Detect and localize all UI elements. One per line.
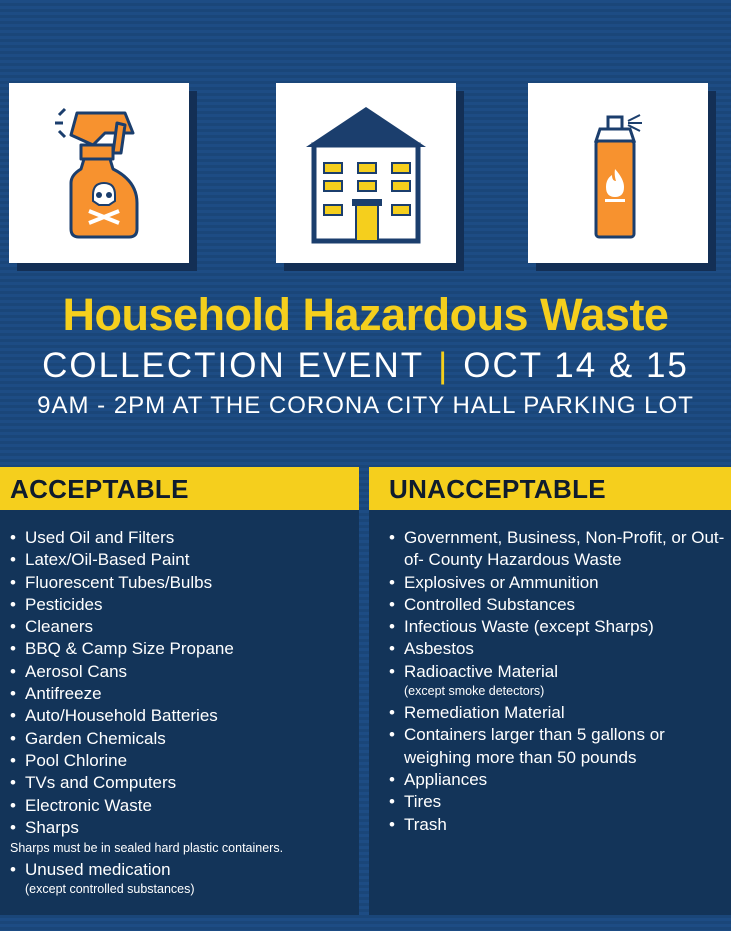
list-item: • Auto/Household Batteries [10,705,353,727]
list-item: • Asbestos [389,638,725,660]
spray-bottle-tile [9,83,189,263]
subtitle-separator: | [438,346,450,385]
list-item: • Sharps Sharps must be in sealed hard plastic containers. [10,817,353,859]
list-item: • Used Oil and Filters [10,527,353,549]
medication-note: (except controlled substances) [25,882,195,897]
list-item: • Containers larger than 5 gallons or weighing more than 50 pounds [389,724,725,769]
list-item: • Cleaners [10,616,353,638]
list-item: • Unused medication (except controlled substances) [10,859,353,900]
flammable-aerosol-can-icon [528,83,708,263]
list-item: • Garden Chemicals [10,728,353,750]
acceptable-list [10,527,353,900]
list-item: • Latex/Oil-Based Paint [10,549,353,571]
list-item: • BBQ & Camp Size Propane [10,638,353,660]
list-item: • Aerosol Cans [10,661,353,683]
list-item: • Pool Chlorine [10,750,353,772]
aerosol-can-tile [528,83,708,263]
event-time-location: 9AM - 2PM AT THE CORONA CITY HALL PARKING LOT [37,392,694,419]
acceptable-heading: ACCEPTABLE [0,467,359,510]
list-item: • Tires [389,791,725,813]
list-item: • Government, Business, Non-Profit, or Out-of- County Hazardous Waste [389,527,725,572]
spray-bottle-skull-icon [9,83,189,263]
subtitle-event-label: COLLECTION EVENT [42,346,425,385]
list-item: • Appliances [389,769,725,791]
list-item: • Remediation Material [389,702,725,724]
sharps-note: Sharps must be in sealed hard plastic containers. [10,841,284,856]
house-icon [276,83,456,263]
unacceptable-list [389,527,725,836]
acceptable-panel [0,467,359,915]
unacceptable-panel [369,467,731,915]
radioactive-note: (except smoke detectors) [404,684,545,699]
subtitle-dates: OCT 14 & 15 [463,346,689,385]
list-item: • Infectious Waste (except Sharps) [389,616,725,638]
unacceptable-heading: UNACCEPTABLE [369,467,731,510]
house-tile [276,83,456,263]
list-item: • TVs and Computers [10,772,353,794]
list-item: • Electronic Waste [10,795,353,817]
list-item: • Trash [389,814,725,836]
list-item: • Fluorescent Tubes/Bulbs [10,572,353,594]
event-title: Household Hazardous Waste [62,289,669,340]
list-item: • Antifreeze [10,683,353,705]
list-item: • Radioactive Material (except smoke detectors) [389,661,725,702]
list-item: • Controlled Substances [389,594,725,616]
event-subtitle [0,346,731,386]
list-item: • Pesticides [10,594,353,616]
list-item: • Explosives or Ammunition [389,572,725,594]
